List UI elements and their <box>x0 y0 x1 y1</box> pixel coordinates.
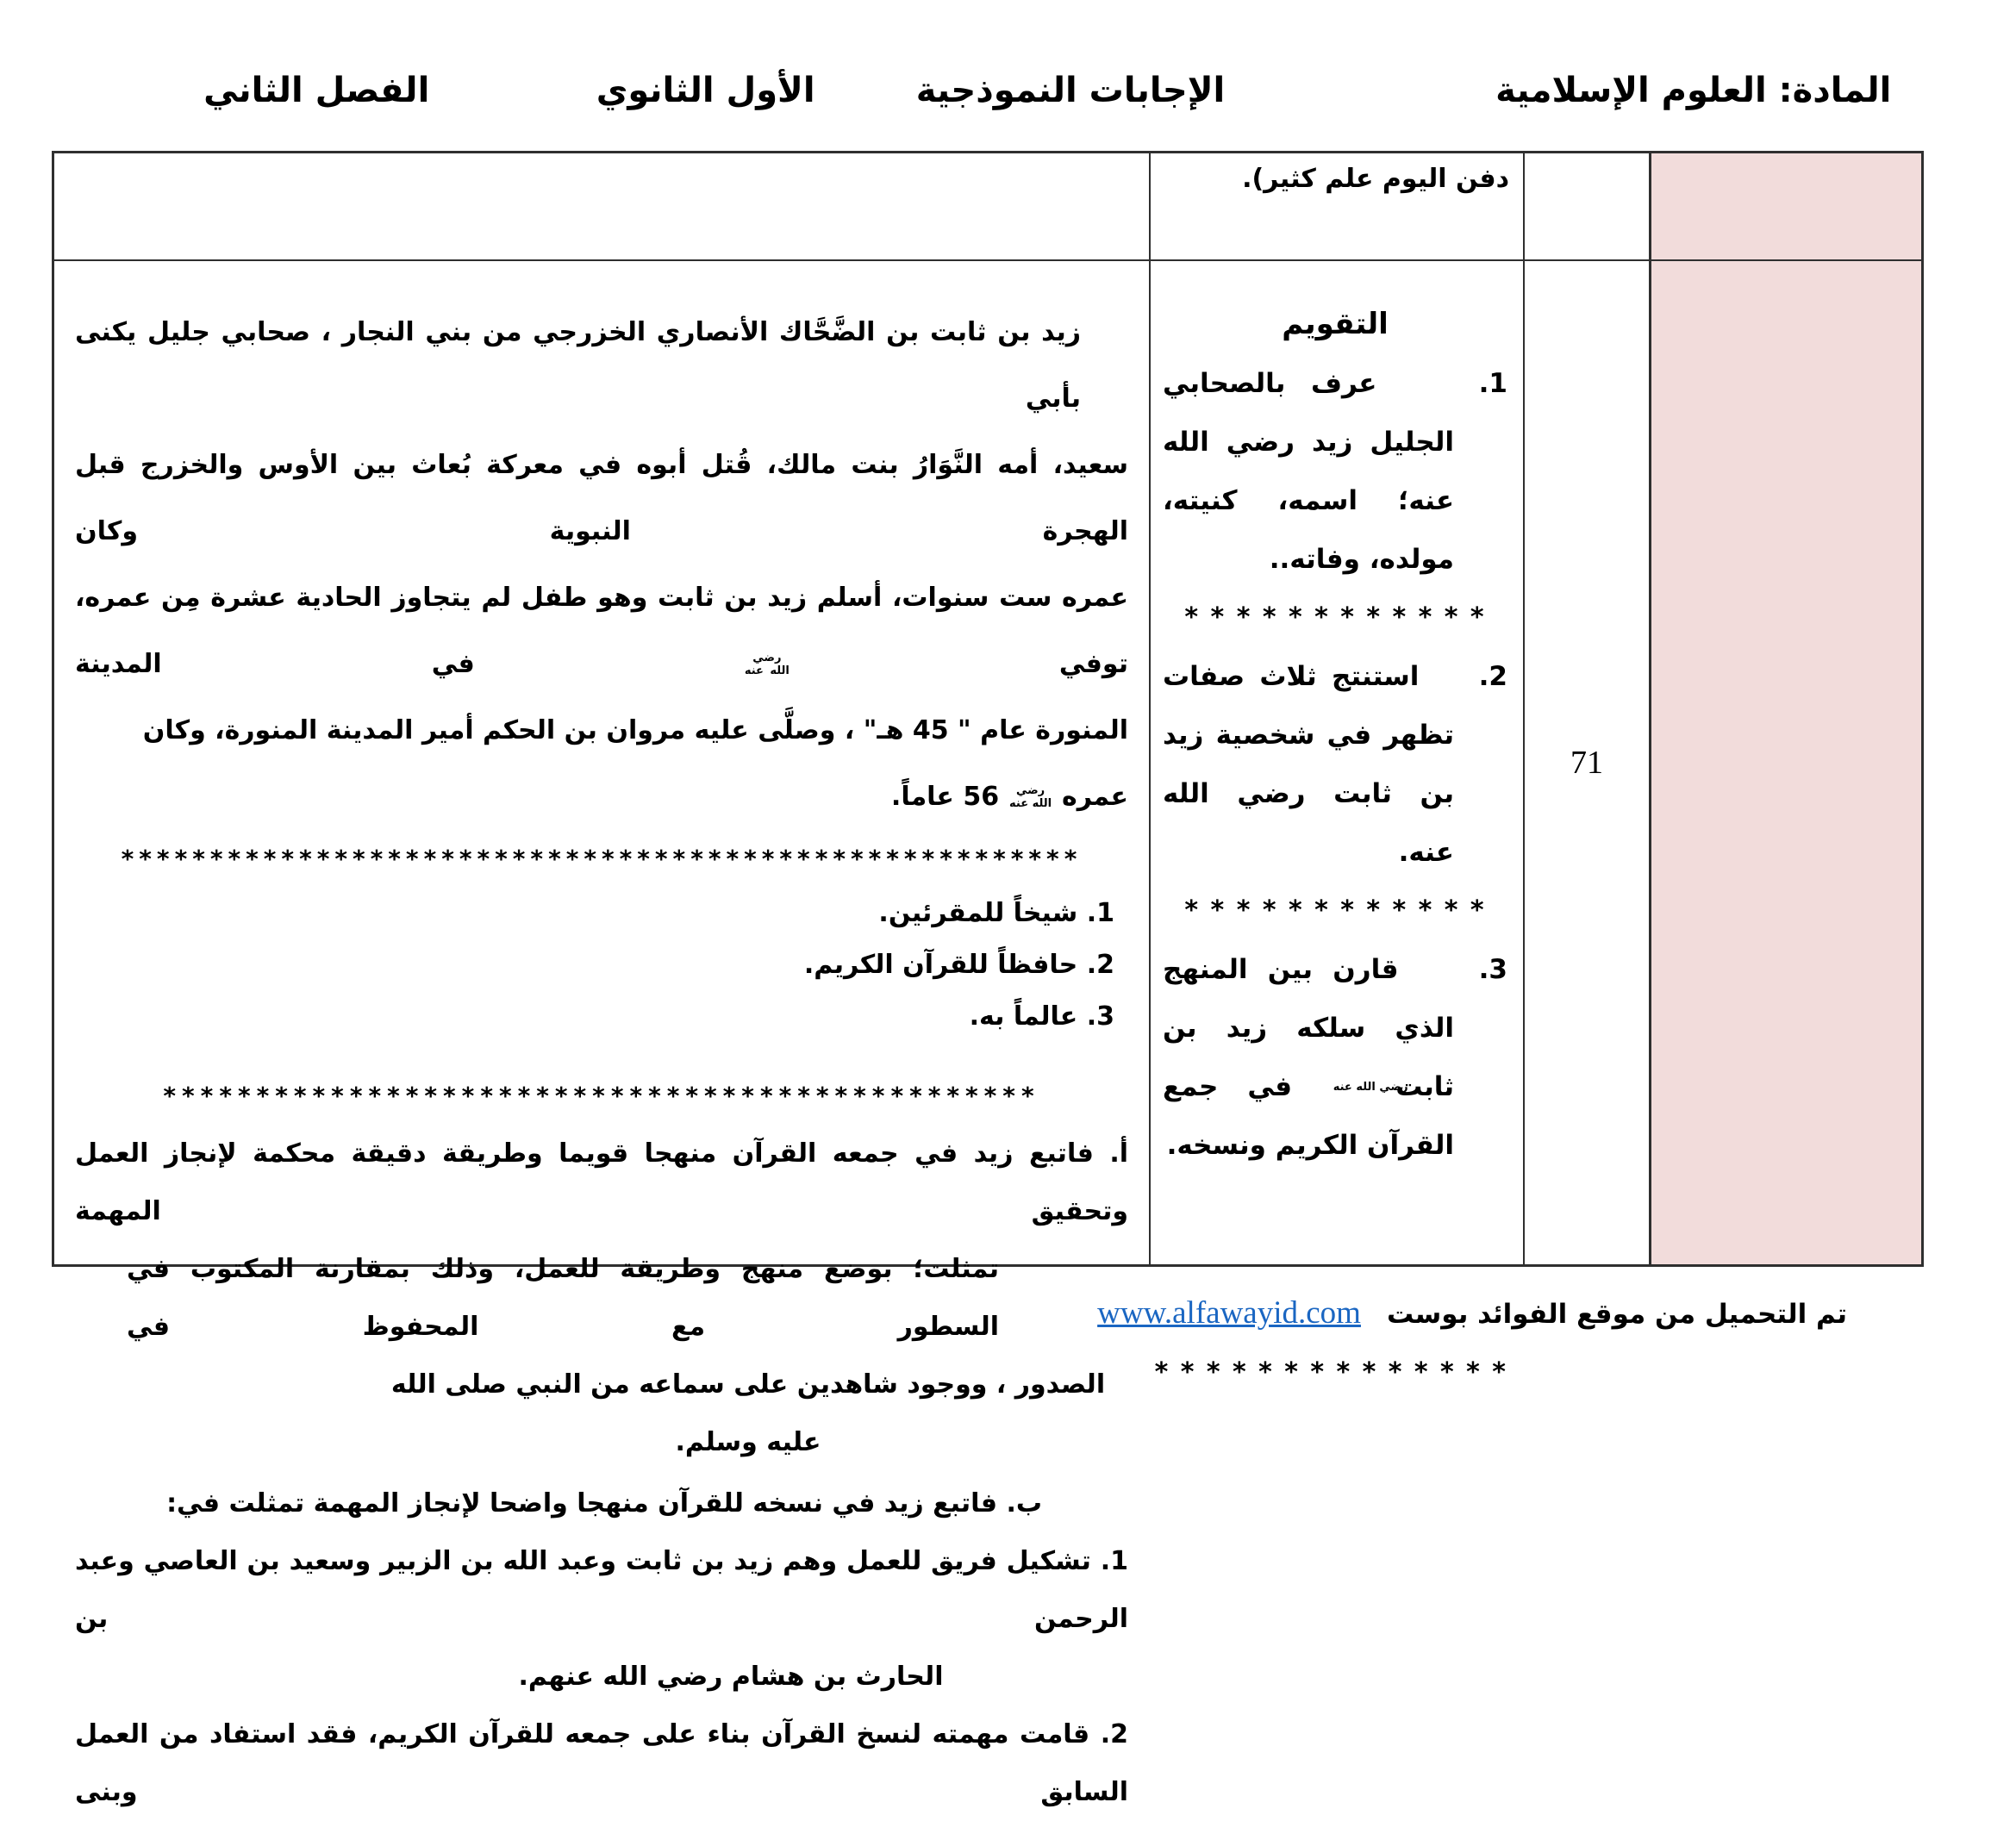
bio-line: زيد بن ثابت بن الضَّحَّاك الأنصاري الخزرجي من بني النجار ، صحابي جليل يكنى بأبي <box>75 317 1081 414</box>
stars-separator: * * * * * * * * * * * * <box>1184 602 1486 633</box>
point-a-line: تمثلت؛ بوضع منهج وطريقة للعمل، وذلك بمقارنة المكتوب في السطور مع المحفوظ في <box>127 1254 999 1342</box>
bio-line: سعيد، أمه النَّوَارُ بنت مالك، قُتل أبوه في معركة بُعاث بين الأوس والخزرج قبل الهجرة النبوية وكان <box>75 450 1128 546</box>
numbered-step-line: 1. تشكيل فريق للعمل وهم زيد بن ثابت وعبد الله بن الزبير وسعيد بن العاصي وعبد الرحمن بن <box>75 1546 1128 1634</box>
semester-label: الفصل الثاني <box>203 71 430 110</box>
page-number-cell <box>1524 260 1650 1265</box>
download-note: تم التحميل من موقع الفوائد بوست <box>1386 1299 1847 1330</box>
main-cell-row1 <box>53 153 1150 260</box>
stars-separator: * * * * * * * * * * * * <box>1184 895 1486 926</box>
evaluation-question-2: 2. استنتج ثلاث صفات تظهر في شخصية زيد بن ثابت رضي الله عنه. <box>1163 661 1507 868</box>
trait-list-item: 3. عالماً به. <box>969 1001 1114 1032</box>
evaluation-question-3: 3. قارن بين المنهج الذي سلكه زيد بن ثابت رضي الله عنه في جمع القرآن الكريم ونسخه. <box>1163 954 1507 1161</box>
stars-separator: ****************************************************** <box>121 845 1083 873</box>
numbered-step-line: الحارث بن هشام رضي الله عنهم. <box>518 1662 944 1692</box>
previous-answer-end-text: دفن اليوم علم كثير). <box>1242 164 1509 194</box>
answers-title: الإجابات النموذجية <box>915 71 1226 110</box>
grade-label: الأول الثانوي <box>596 71 815 110</box>
numbered-step-line: 2. قامت مهمته لنسخ القرآن بناء على جمعه للقرآن الكريم، فقد استفاد من العمل السابق وبنى <box>75 1719 1128 1807</box>
radi-allahu-anhu-mark: رضي الله عنه <box>1333 1081 1408 1094</box>
download-footer <box>1097 1294 1847 1331</box>
trait-list-item: 2. حافظاً للقرآن الكريم. <box>803 950 1114 980</box>
stars-separator: *********************************************** <box>163 1082 1040 1110</box>
previous-answer-end-cell <box>1150 153 1524 260</box>
bio-line: المنورة عام " 45 هـ" ، وصلَّى عليه مروان بن الحكم أمير المدينة المنورة، وكان عمره رضي الله عنه 56 عاماً. <box>142 715 1128 812</box>
page-number: 71 <box>1570 745 1603 781</box>
radi-allahu-anhu-mark: رضي الله عنه <box>744 651 790 677</box>
pink-margin-cell-row2 <box>1650 260 1922 1265</box>
point-a-line: الصدور ، ووجود شاهدين على سماعه من النبي صلى الله عليه وسلم. <box>390 1369 1106 1457</box>
evaluation-title: التقويم <box>1282 307 1389 341</box>
radi-allahu-anhu-mark: رضي الله عنه <box>1009 783 1052 810</box>
evaluation-question-1: 1. عرف بالصحابي الجليل زيد رضي الله عنه؛ اسمه، كنيته، مولده، وفاته.. <box>1163 368 1507 575</box>
source-link[interactable]: www.alfawayid.com <box>1097 1295 1361 1331</box>
answer-content-column <box>53 260 1150 1807</box>
trait-list-item: 1. شيخاً للمقرئين. <box>878 898 1114 928</box>
subject-label: المادة: العلوم الإسلامية <box>1495 71 1892 110</box>
bio-line: عمره ست سنوات، أسلم زيد بن ثابت وهو طفل لم يتجاوز الحادية عشرة مِن عمره، توفي رضي الله عنه في المدينة <box>75 583 1128 679</box>
point-b-line: ب. فاتبع زيد في نسخه للقرآن منهجا واضحا لإنجاز المهمة تمثلت في: <box>166 1488 1042 1519</box>
stars-separator-bottom: * * * * * * * * * * * * * * <box>1154 1357 1507 1388</box>
pink-margin-cell-row1 <box>1650 153 1922 260</box>
point-a-line: أ. فاتبع زيد في جمعه القرآن منهجا قويما وطريقة دقيقة محكمة لإنجاز العمل وتحقيق المهمة <box>75 1138 1128 1226</box>
page-number-cell-row1 <box>1524 153 1650 260</box>
